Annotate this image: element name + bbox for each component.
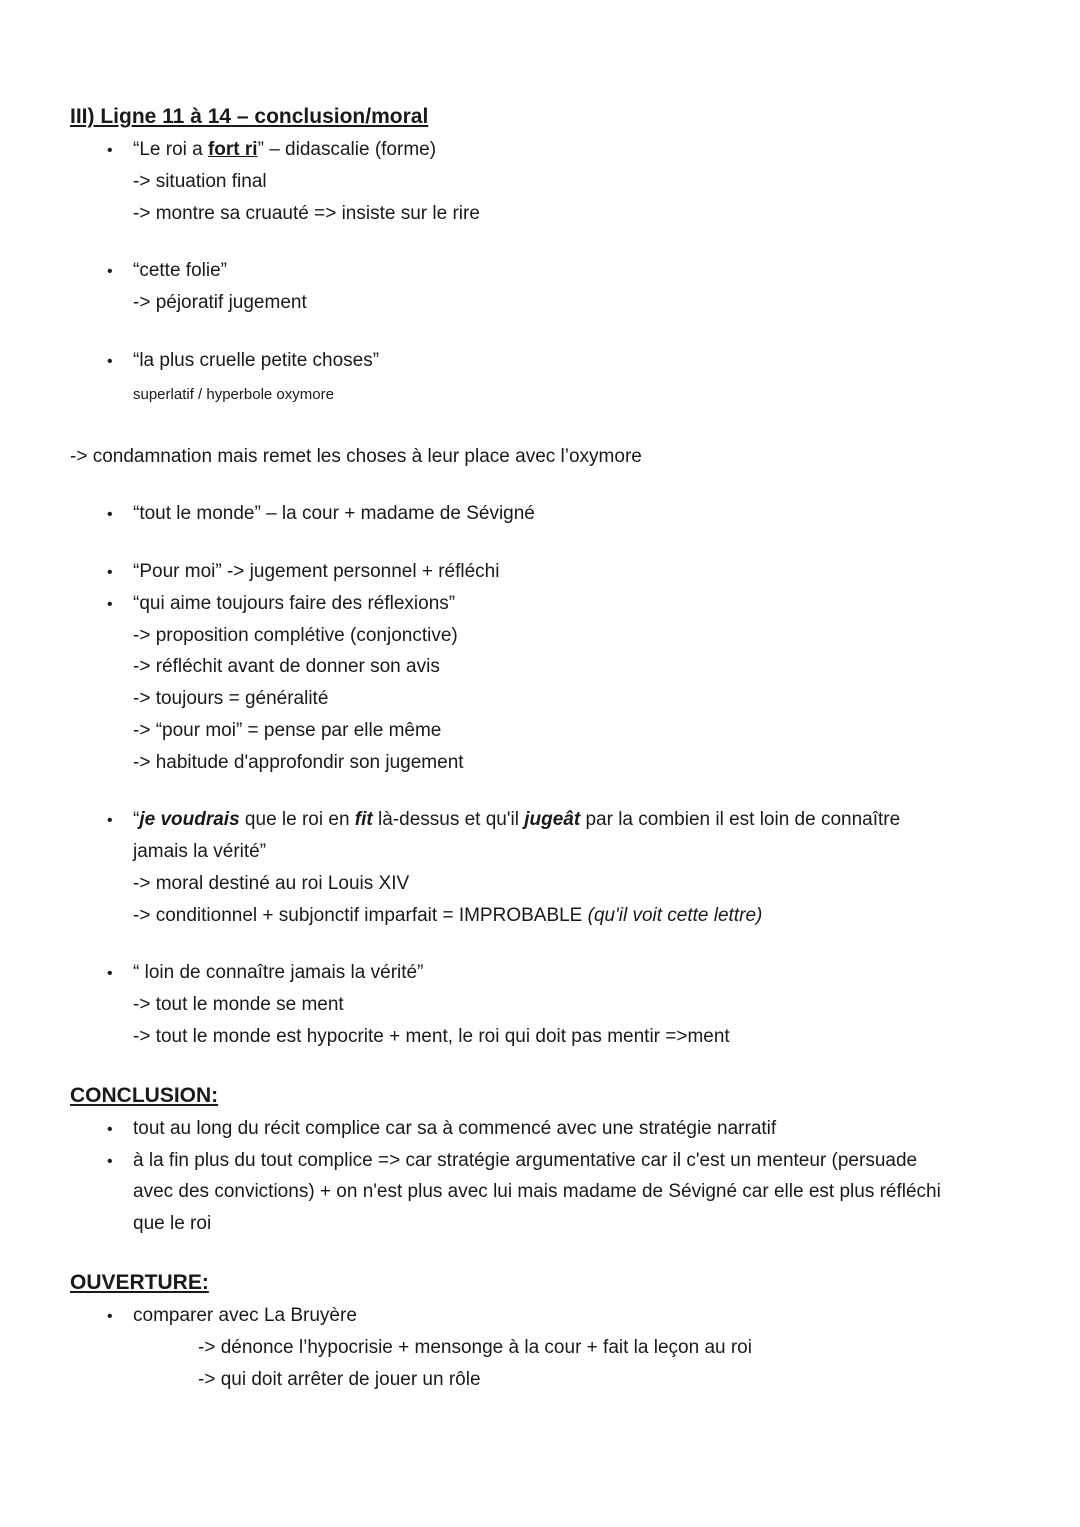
bullet-icon: • [107, 564, 113, 581]
ouverture-heading: OUVERTURE: [70, 1271, 209, 1294]
sub-point: -> montre sa cruauté => insiste sur le rire [133, 203, 480, 224]
bullet-icon: • [107, 506, 113, 523]
summary-line: -> condamnation mais remet les choses à leur place avec l’oxymore [70, 446, 642, 467]
bullet-item: tout au long du récit complice car sa à commencé avec une stratégie narratif [133, 1118, 777, 1139]
sub-point: -> toujours = généralité [133, 688, 329, 709]
sub-point: -> conditionnel + subjonctif imparfait = IMPROBABLE (qu'il voit cette lettre) [133, 905, 763, 926]
emphasis: je voudrais [139, 809, 240, 830]
bullet-item: comparer avec La Bruyère [133, 1305, 357, 1326]
emphasis: fit [354, 809, 373, 830]
bullet-icon: • [107, 1121, 113, 1138]
bullet-icon: • [107, 812, 113, 829]
bullet-icon: • [107, 263, 113, 280]
sub-point: -> réfléchit avant de donner son avis [133, 656, 440, 677]
underlined-emphasis: fort ri [207, 139, 258, 160]
conclusion-heading: CONCLUSION: [70, 1084, 219, 1107]
bullet-icon: • [107, 1308, 113, 1325]
bullet-item: “qui aime toujours faire des réflexions” [133, 593, 456, 614]
emphasis: jugeât [524, 809, 581, 830]
bullet-item: “Pour moi” -> jugement personnel + réfléchi [133, 561, 500, 582]
bullet-item: “Le roi a fort ri” – didascalie (forme) [133, 139, 437, 160]
bullet-item: “cette folie” [133, 260, 227, 281]
sub-point: -> habitude d'approfondir son jugement [133, 752, 464, 773]
bullet-item: “ loin de connaître jamais la vérité” [133, 962, 424, 983]
note: superlatif / hyperbole oxymore [133, 386, 334, 403]
bullet-item-continuation: jamais la vérité” [133, 841, 267, 862]
sub-point: -> “pour moi” = pense par elle même [133, 720, 442, 741]
bullet-item-continuation: que le roi [133, 1213, 212, 1234]
bullet-item: “la plus cruelle petite choses” [133, 350, 380, 371]
bullet-item: à la fin plus du tout complice => car stratégie argumentative car il c'est un menteur (persuade [133, 1150, 918, 1171]
sub-point: -> tout le monde se ment [133, 994, 344, 1015]
sub-point: -> dénonce l’hypocrisie + mensonge à la cour + fait la leçon au roi [198, 1337, 752, 1358]
bullet-icon: • [107, 596, 113, 613]
sub-point: -> qui doit arrêter de jouer un rôle [198, 1369, 481, 1390]
italic-aside: (qu'il voit cette lettre) [587, 905, 763, 926]
section-heading: III) Ligne 11 à 14 – conclusion/moral [70, 105, 429, 128]
bullet-item: “tout le monde” – la cour + madame de Sévigné [133, 503, 535, 524]
bullet-icon: • [107, 353, 113, 370]
bullet-item: “je voudrais que le roi en fit là-dessus et qu'il jugeât par la combien il est loin de connaître [133, 809, 901, 830]
bullet-item-continuation: avec des convictions) + on n'est plus avec lui mais madame de Sévigné car elle est plus réfléchi [133, 1181, 941, 1202]
sub-point: -> moral destiné au roi Louis XIV [133, 873, 410, 894]
bullet-icon: • [107, 965, 113, 982]
sub-point: -> situation final [133, 171, 267, 192]
sub-point: -> tout le monde est hypocrite + ment, le roi qui doit pas mentir =>ment [133, 1026, 730, 1047]
bullet-icon: • [107, 1153, 113, 1170]
bullet-icon: • [107, 142, 113, 159]
sub-point: -> proposition complétive (conjonctive) [133, 625, 458, 646]
sub-point: -> péjoratif jugement [133, 292, 307, 313]
